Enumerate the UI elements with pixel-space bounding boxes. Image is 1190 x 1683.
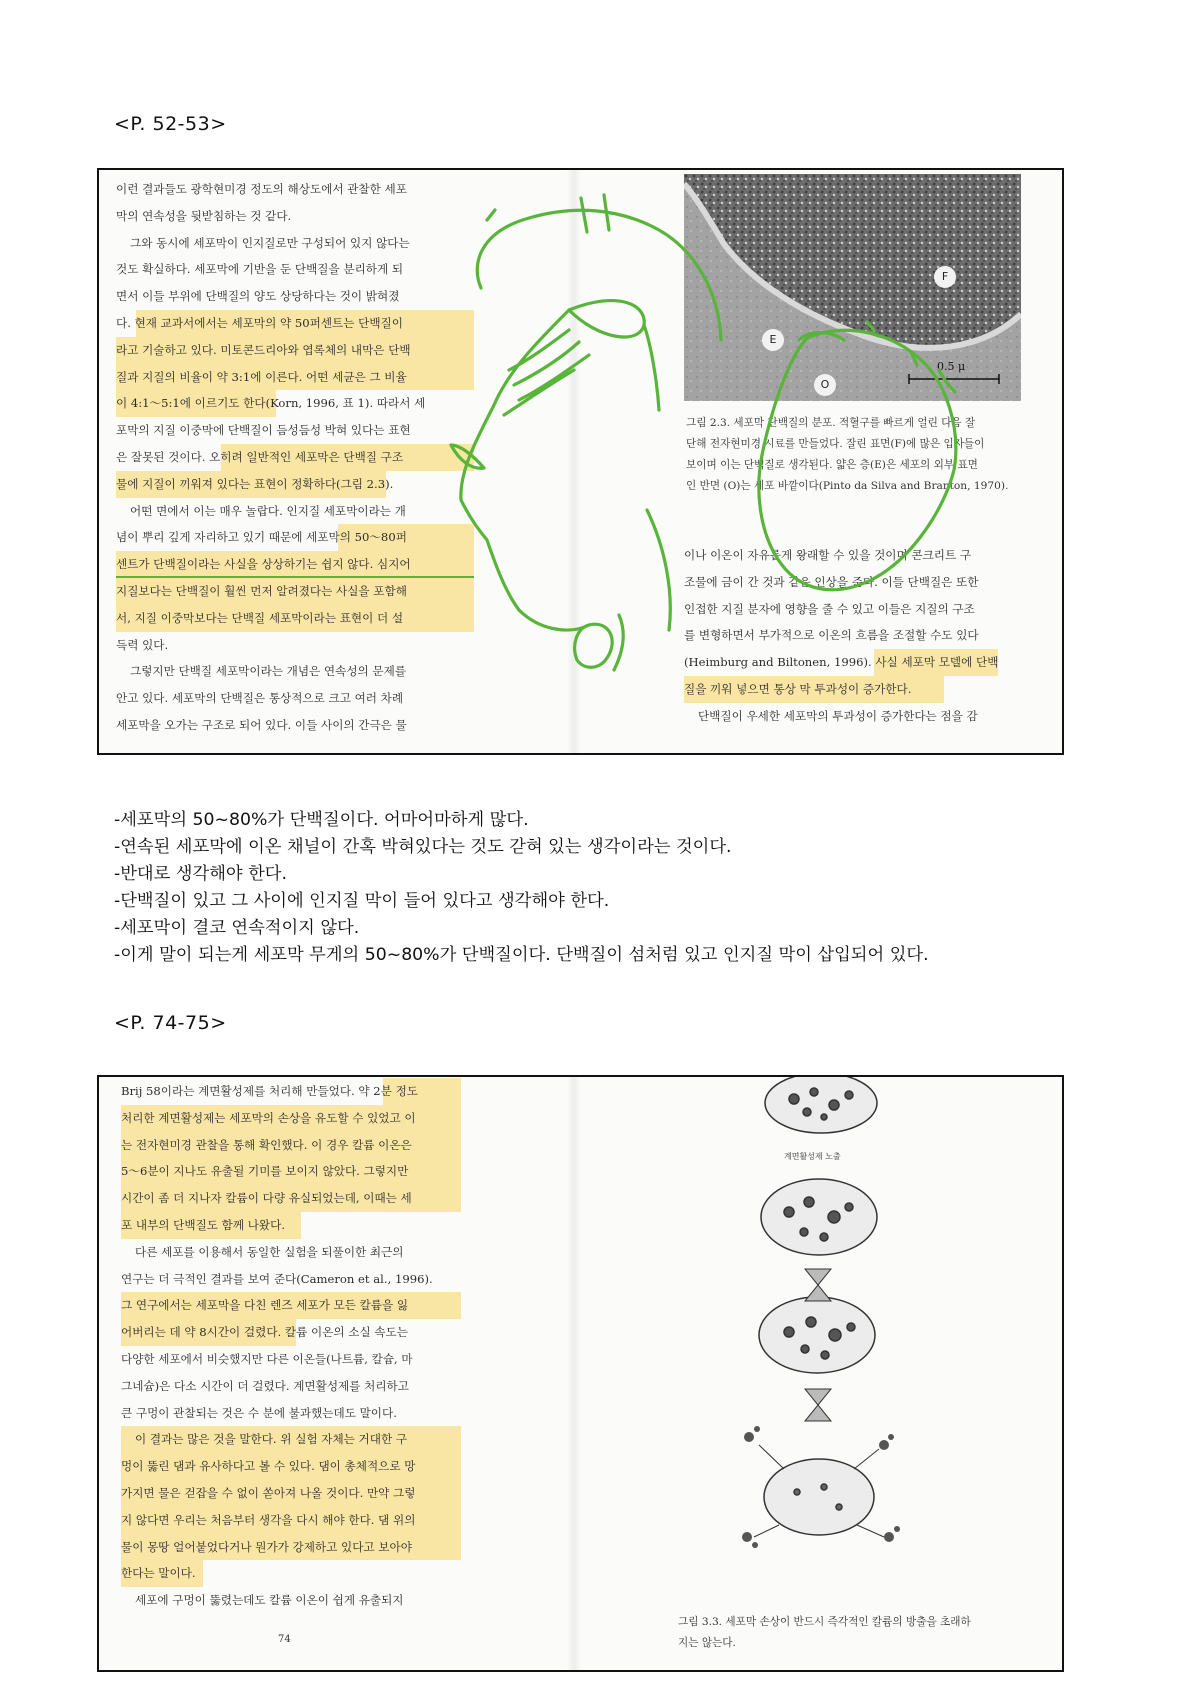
figure-caption	[678, 1612, 971, 1654]
text-line: 다른 세포를 이용해서 동일한 실험을 되풀이한 최근의	[135, 1244, 404, 1259]
text-line-highlighted: 한다는 말이다.	[121, 1560, 461, 1587]
text-line: 득력 있다.	[116, 637, 169, 652]
text-line: 단백질이 우세한 세포막의 투과성이 증가한다는 점을 감	[698, 708, 978, 723]
book-spread-p74-75	[97, 1075, 1064, 1672]
text-line-highlighted: 포 내부의 단백질도 함께 나왔다.	[121, 1212, 461, 1239]
text-line-highlighted: 물에 지질이 끼워져 있다는 표현이 정확하다(그림 2.3).	[116, 471, 474, 498]
text-line: 인접한 지질 분자에 영향을 줄 수 있고 이들은 지질의 구조	[684, 601, 975, 616]
text-line-highlighted: Brij 58이라는 계면활성제를 처리해 만들었다. 약 2분 정도	[121, 1078, 461, 1105]
right-page-text	[684, 542, 998, 730]
caption-line: 지는 않는다.	[678, 1637, 736, 1649]
text-line: 조물에 금이 간 것과 같은 인상을 준다. 이들 단백질은 또한	[684, 574, 979, 589]
text-line-highlighted: 이 결과는 많은 것을 말한다. 위 실험 자체는 거대한 구	[121, 1426, 461, 1453]
text-line-highlighted: 어버리는 데 약 8시간이 걸렸다. 칼륨 이온의 소실 속도는	[121, 1319, 461, 1346]
text-line-highlighted: 질을 끼워 넣으면 통상 막 투과성이 증가한다.	[684, 676, 998, 703]
caption-line: 보이며 이는 단백질로 생각된다. 얇은 층(E)은 세포의 외부 표면	[686, 459, 978, 471]
page-range-heading-2: <P. 74-75>	[114, 1012, 227, 1034]
text-line: 세포막을 오가는 구조로 되어 있다. 이들 사이의 간극은 물	[116, 717, 407, 732]
caption-line: 그림 2.3. 세포막 단백질의 분포. 적혈구를 빠르게 얼린 다음 잘	[686, 417, 976, 429]
note-line: -이게 말이 되는게 세포막 무게의 50~80%가 단백질이다. 단백질이 섬처럼 있고 인지질 막이 삽입되어 있다.	[114, 945, 929, 965]
label-o: O	[814, 374, 836, 396]
spread-fold	[567, 170, 581, 753]
text-line-highlighted: 이 4:1～5:1에 이르기도 한다(Korn, 1996, 표 1). 따라서 세	[116, 390, 474, 417]
text-line-highlighted: 라고 기술하고 있다. 미토콘드리아와 엽록체의 내막은 단백	[116, 337, 474, 364]
text-line: 그네슘)은 다소 시간이 더 걸렸다. 계면활성제를 처리하고	[121, 1378, 409, 1393]
text-line: 어떤 면에서 이는 매우 놀랍다. 인지질 세포막이라는 개	[130, 503, 406, 518]
note-line: -반대로 생각해야 한다.	[114, 864, 287, 884]
text-line-highlighted: 센트가 단백질이라는 사실을 상상하기는 쉽지 않다. 심지어	[116, 551, 474, 578]
cell-stage-3	[759, 1297, 875, 1373]
text-line-highlighted: 물이 몽땅 얼어붙었다거나 뭔가가 강제하고 있다고 보아야	[121, 1534, 461, 1561]
text-line-highlighted: 가지면 물은 걷잡을 수 없이 쏟아져 나올 것이다. 만약 그렇	[121, 1480, 461, 1507]
handwritten-notes	[114, 807, 929, 969]
text-line-highlighted: 처리한 계면활성제는 세포막의 손상을 유도할 수 있었고 이	[121, 1105, 461, 1132]
scale-bar-label: 0.5 μ	[937, 360, 966, 373]
text-line-highlighted: 질과 지질의 비율이 약 3:1에 이른다. 어떤 세균은 그 비율	[116, 364, 474, 391]
page-range-heading-1: <P. 52-53>	[114, 113, 227, 135]
text-line-highlighted: 서, 지질 이중막보다는 단백질 세포막이라는 표현이 더 설	[116, 605, 474, 632]
left-page-text	[116, 176, 474, 739]
figure-caption	[686, 413, 1008, 497]
micrograph-image	[684, 174, 1021, 401]
text-line-highlighted: 지 않다면 우리는 처음부터 생각을 다시 해야 한다. 댐 위의	[121, 1507, 461, 1534]
text-line-highlighted: 5～6분이 지나도 유출될 기미를 보이지 않았다. 그렇지만	[121, 1158, 461, 1185]
spread-fold	[567, 1077, 581, 1670]
text-line-highlighted: (Heimburg and Biltonen, 1996). 사실 세포막 모델에 단백	[684, 649, 998, 676]
text-line: 이런 결과들도 광학현미경 정도의 해상도에서 관찰한 세포	[116, 182, 407, 196]
cell-damage-figure	[739, 1077, 989, 1597]
text-line: 것도 확실하다. 세포막에 기반을 둔 단백질을 분리하게 되	[116, 262, 404, 277]
text-line: 그렇지만 단백질 세포막이라는 개념은 연속성의 문제를	[130, 664, 407, 679]
book-spread-p52-53	[97, 168, 1064, 755]
text-line-highlighted: 는 전자현미경 관찰을 통해 확인했다. 이 경우 칼륨 이온은	[121, 1132, 461, 1159]
cell-stage-1	[765, 1077, 877, 1133]
text-line-highlighted: 멍이 뚫린 댐과 유사하다고 볼 수 있다. 댐이 총체적으로 망	[121, 1453, 461, 1480]
text-line-highlighted: 념이 뿌리 깊게 자리하고 있기 때문에 세포막의 50～80퍼	[116, 524, 474, 551]
text-line: 면서 이들 부위에 단백질의 양도 상당하다는 것이 밝혀졌	[116, 289, 400, 304]
text-line: 포막의 지질 이중막에 단백질이 듬성듬성 박혀 있다는 표현	[116, 423, 411, 438]
caption-line: 그림 3.3. 세포막 손상이 반드시 즉각적인 칼륨의 방출을 초래하	[678, 1616, 971, 1628]
note-line: -연속된 세포막에 이온 채널이 간혹 박혀있다는 것도 갇혀 있는 생각이라는 것이다.	[114, 837, 732, 857]
note-line: -세포막의 50~80%가 단백질이다. 어마어마하게 많다.	[114, 810, 529, 830]
caption-line: 단해 전자현미경 시료를 만들었다. 잘린 표면(F)에 많은 입자들이	[686, 438, 985, 450]
text-line: 다양한 세포에서 비슷했지만 다른 이온들(나트륨, 칼슘, 마	[121, 1351, 413, 1366]
page-number: 74	[278, 1634, 291, 1645]
text-line: 큰 구멍이 관찰되는 것은 수 분에 불과했는데도 말이다.	[121, 1405, 397, 1420]
left-page-text	[121, 1078, 461, 1614]
text-line: 그와 동시에 세포막이 인지질로만 구성되어 있지 않다는	[130, 235, 410, 250]
note-line: -세포막이 결코 연속적이지 않다.	[114, 918, 360, 938]
label-e: E	[762, 329, 784, 351]
text-line-highlighted: 은 잘못된 것이다. 오히려 일반적인 세포막은 단백질 구조	[116, 444, 474, 471]
text-line: 막의 연속성을 뒷받침하는 것 같다.	[116, 208, 292, 223]
text-line-highlighted: 시간이 좀 더 지나자 칼륨이 다량 유실되었는데, 이때는 세	[121, 1185, 461, 1212]
label-f: F	[934, 266, 956, 288]
text-line-highlighted: 다. 현재 교과서에서는 세포막의 약 50퍼센트는 단백질이	[116, 310, 474, 337]
cell-stage-2	[761, 1179, 877, 1255]
text-line: 세포에 구멍이 뚫렸는데도 칼륨 이온이 쉽게 유출되지	[135, 1593, 404, 1608]
caption-line: 인 반면 (O)는 세포 바깥이다(Pinto da Silva and Branton, 1970).	[686, 480, 1009, 492]
note-line: -단백질이 있고 그 사이에 인지질 막이 들어 있다고 생각해야 한다.	[114, 891, 610, 911]
text-line-highlighted: 지질보다는 단백질이 훨씬 먼저 알려졌다는 사실을 포함해	[116, 578, 474, 605]
text-line-highlighted: 그 연구에서는 세포막을 다친 렌즈 세포가 모든 칼륨을 잃	[121, 1292, 461, 1319]
text-line: 연구는 더 극적인 결과를 보여 준다(Cameron et al., 1996).	[121, 1271, 433, 1286]
cell-stage-4	[764, 1459, 874, 1535]
text-line: 안고 있다. 세포막의 단백질은 통상적으로 크고 여러 차례	[116, 691, 404, 706]
text-line: 이나 이온이 자유롭게 왕래할 수 있을 것이며 콘크리트 구	[684, 548, 972, 562]
text-line: 를 변형하면서 부가적으로 이온의 흐름을 조절할 수도 있다	[684, 628, 979, 643]
figure-stage-label: 계면활성제 노출	[784, 1152, 841, 1161]
freeze-fracture-micrograph	[684, 174, 1021, 401]
